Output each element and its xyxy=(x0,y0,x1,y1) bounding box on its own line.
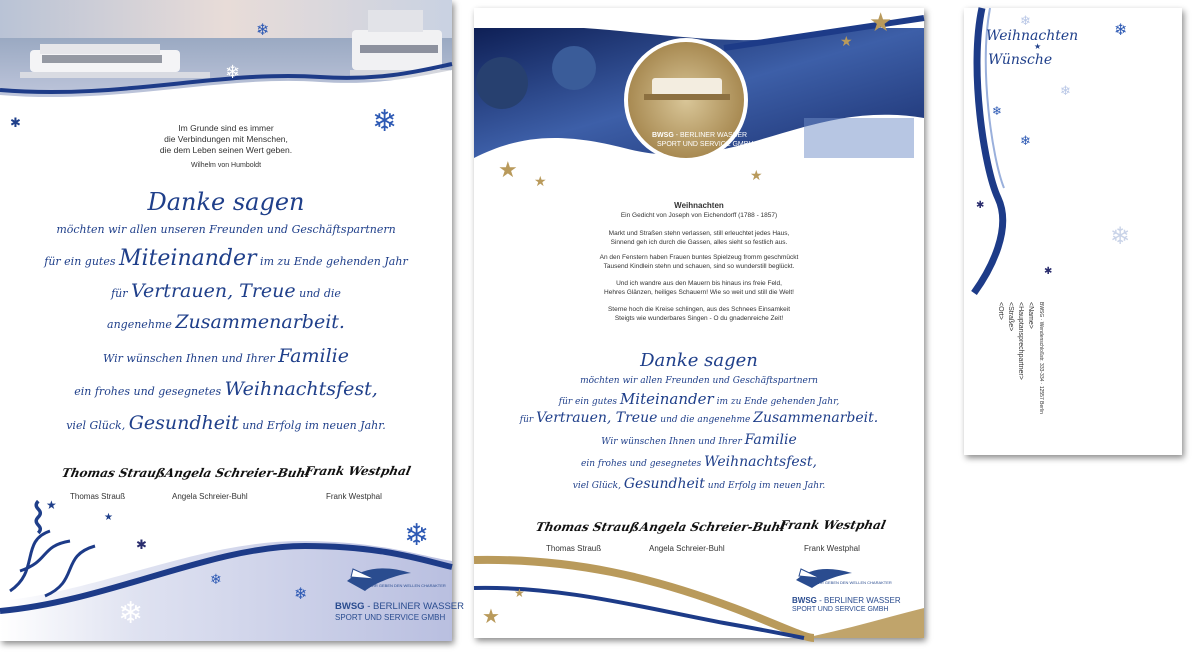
christmas-tree-icon: ⌇ xyxy=(28,494,49,543)
snowflake-icon: ✱ xyxy=(10,116,21,131)
greeting-line: für ein gutes Miteinander im zu Ende gehenden Jahr xyxy=(44,246,408,271)
card2-header-image xyxy=(474,8,924,188)
signer-name: Angela Schreier-Buhl xyxy=(172,492,248,501)
star-icon: ★ xyxy=(104,512,113,523)
signer-name: Angela Schreier-Buhl xyxy=(649,544,725,553)
poem-title: Weihnachten xyxy=(674,201,724,210)
greeting-line: Wir wünschen Ihnen und Ihrer Familie xyxy=(601,432,797,448)
sender-line: BWSG · Wendenschloßstr. 333-334 · 12557 Berlin xyxy=(1038,302,1044,414)
signature-image: Frank Westphal xyxy=(303,464,413,478)
snowflake-icon: ❄ xyxy=(1114,20,1128,39)
poem-line: Tausend Kindlein stehn und schauen, sind so wunderstill beglückt. xyxy=(603,263,795,270)
star-icon: ★ xyxy=(750,168,763,184)
snowflake-icon: ❄ xyxy=(404,518,430,553)
logo-wave-icon xyxy=(794,564,854,590)
poem-line: Und ich wandre aus den Mauern bis hinaus ins freie Feld, xyxy=(616,280,782,287)
card1-photo-header xyxy=(0,0,452,120)
poem-line: Sterne hoch die Kreise schlingen, aus des Schnees Einsamkeit xyxy=(607,306,791,313)
card2-bottom-wave xyxy=(474,548,924,638)
christmas-card-front xyxy=(0,0,464,641)
address-line: <Name> xyxy=(1027,302,1034,329)
greeting-line: viel Glück, Gesundheit und Erfolg im neuen Jahr. xyxy=(66,412,386,434)
snowflake-icon: ❄ xyxy=(372,104,398,139)
snowflake-icon: ❄ xyxy=(1110,222,1131,250)
star-icon: ★ xyxy=(498,158,518,183)
christmas-card-inside xyxy=(474,8,924,638)
greeting-line: viel Glück, Gesundheit und Erfolg im neuen Jahr. xyxy=(572,476,826,492)
logo-name: BWSG - BERLINER WASSER xyxy=(335,601,464,612)
greeting-line: ein frohes und gesegnetes Weihnachtsfest, xyxy=(74,378,378,400)
star-icon: ★ xyxy=(1034,42,1042,51)
greeting-line: für ein gutes Miteinander im zu Ende gehenden Jahr, xyxy=(558,390,840,408)
envelope-card xyxy=(964,8,1182,455)
quote-line: Im Grunde sind es immer xyxy=(178,123,274,133)
poem-subtitle: Ein Gedicht von Joseph von Eichendorff (1788 - 1857) xyxy=(620,212,778,219)
signer-name: Frank Westphal xyxy=(804,544,860,553)
poem-line: Steigts wie wunderbares Singen - O du gnadenreiche Zeit! xyxy=(614,315,784,322)
signature-image: Thomas Strauß xyxy=(534,520,641,534)
signature-image: Angela Schreier-Buhl xyxy=(163,466,312,480)
greeting-heading: Danke sagen xyxy=(147,188,305,216)
greeting-line: ein frohes und gesegnetes Weihnachtsfest, xyxy=(581,454,817,470)
snowflake-icon: ❄ xyxy=(1060,84,1071,99)
address-line: <Ort> xyxy=(997,302,1004,320)
logo-subline: SPORT UND SERVICE GMBH xyxy=(335,613,446,622)
signature-image: Angela Schreier-Buhl xyxy=(638,520,787,534)
greeting-line: für Vertrauen, Treue und die xyxy=(111,280,341,302)
poem-line: An den Fenstern haben Frauen buntes Spielzeug fromm geschmückt xyxy=(599,254,799,261)
quote-author: Wilhelm von Humboldt xyxy=(190,162,262,169)
greeting-line: möchten wir allen unseren Freunden und Geschäftspartnern xyxy=(56,223,396,236)
signer-name: Thomas Strauß xyxy=(70,492,126,501)
snowflake-icon: ❄ xyxy=(1020,14,1031,29)
greeting-line: angenehme Zusammenarbeit. xyxy=(107,311,345,333)
signer-name: Frank Westphal xyxy=(326,492,382,501)
signer-name: Thomas Strauß xyxy=(546,544,602,553)
star-icon: ★ xyxy=(46,498,57,512)
signature-image: Frank Westphal xyxy=(778,518,888,532)
signature-image: Thomas Strauß xyxy=(60,466,167,480)
snowflake-icon: ❄ xyxy=(294,584,308,603)
star-icon: ★ xyxy=(869,8,893,38)
logo-name: BWSG - BERLINER WASSER xyxy=(792,596,901,605)
snowflake-icon: ✱ xyxy=(136,538,147,553)
star-icon: ★ xyxy=(514,586,525,600)
snowflake-icon: ❄ xyxy=(118,596,144,631)
envelope-script-line: Wünsche xyxy=(988,52,1053,68)
envelope-ribbon xyxy=(964,8,1182,455)
logo-tagline: WIR GEBEN DEN WELLEN CHARAKTER xyxy=(370,583,446,588)
poem-line: Hehres Glänzen, heiliges Schauern! Wie so weit und still die Welt! xyxy=(604,289,794,296)
greeting-line: Wir wünschen Ihnen und Ihrer Familie xyxy=(103,345,349,367)
medallion-logo-line1: BWSG - BERLINER WASSER xyxy=(652,132,748,139)
address-line: <Straße> xyxy=(1007,302,1014,332)
logo-wave-icon xyxy=(345,563,415,593)
greeting-heading: Danke sagen xyxy=(640,350,758,371)
greeting-line: für Vertrauen, Treue und die angenehme Zusammenarbeit. xyxy=(519,410,879,426)
snowflake-icon: ❄ xyxy=(992,104,1003,118)
greeting-line: möchten wir allen Freunden und Geschäftspartnern xyxy=(580,376,818,386)
star-icon: ★ xyxy=(482,604,500,628)
poem-line: Markt und Straßen stehn verlassen, still erleuchtet jedes Haus, xyxy=(608,230,790,237)
quote-line: die dem Leben seinen Wert geben. xyxy=(159,145,293,155)
snowflake-icon: ❄ xyxy=(1020,134,1031,149)
snowflake-icon: ✱ xyxy=(1044,266,1053,277)
star-icon: ★ xyxy=(840,34,853,50)
address-line: <Hauptansprechpartner> xyxy=(1017,302,1024,380)
star-icon: ★ xyxy=(534,174,547,190)
snowflake-icon: ❄ xyxy=(210,572,222,588)
envelope-script-line: Weihnachten xyxy=(986,28,1079,44)
snowflake-icon: ❄ xyxy=(256,20,270,39)
snowflake-icon: ❄ xyxy=(225,62,241,83)
quote-line: die Verbindungen mit Menschen, xyxy=(164,134,288,144)
medallion-logo-line2: SPORT UND SERVICE GMBH xyxy=(657,141,754,148)
poem-line: Sinnend geh ich durch die Gassen, alles sieht so festlich aus. xyxy=(610,239,788,246)
logo-subline: SPORT UND SERVICE GMBH xyxy=(792,606,889,613)
snowflake-icon: ✱ xyxy=(976,200,985,211)
logo-tagline: WIR GEBEN DEN WELLEN CHARAKTER xyxy=(816,580,892,585)
